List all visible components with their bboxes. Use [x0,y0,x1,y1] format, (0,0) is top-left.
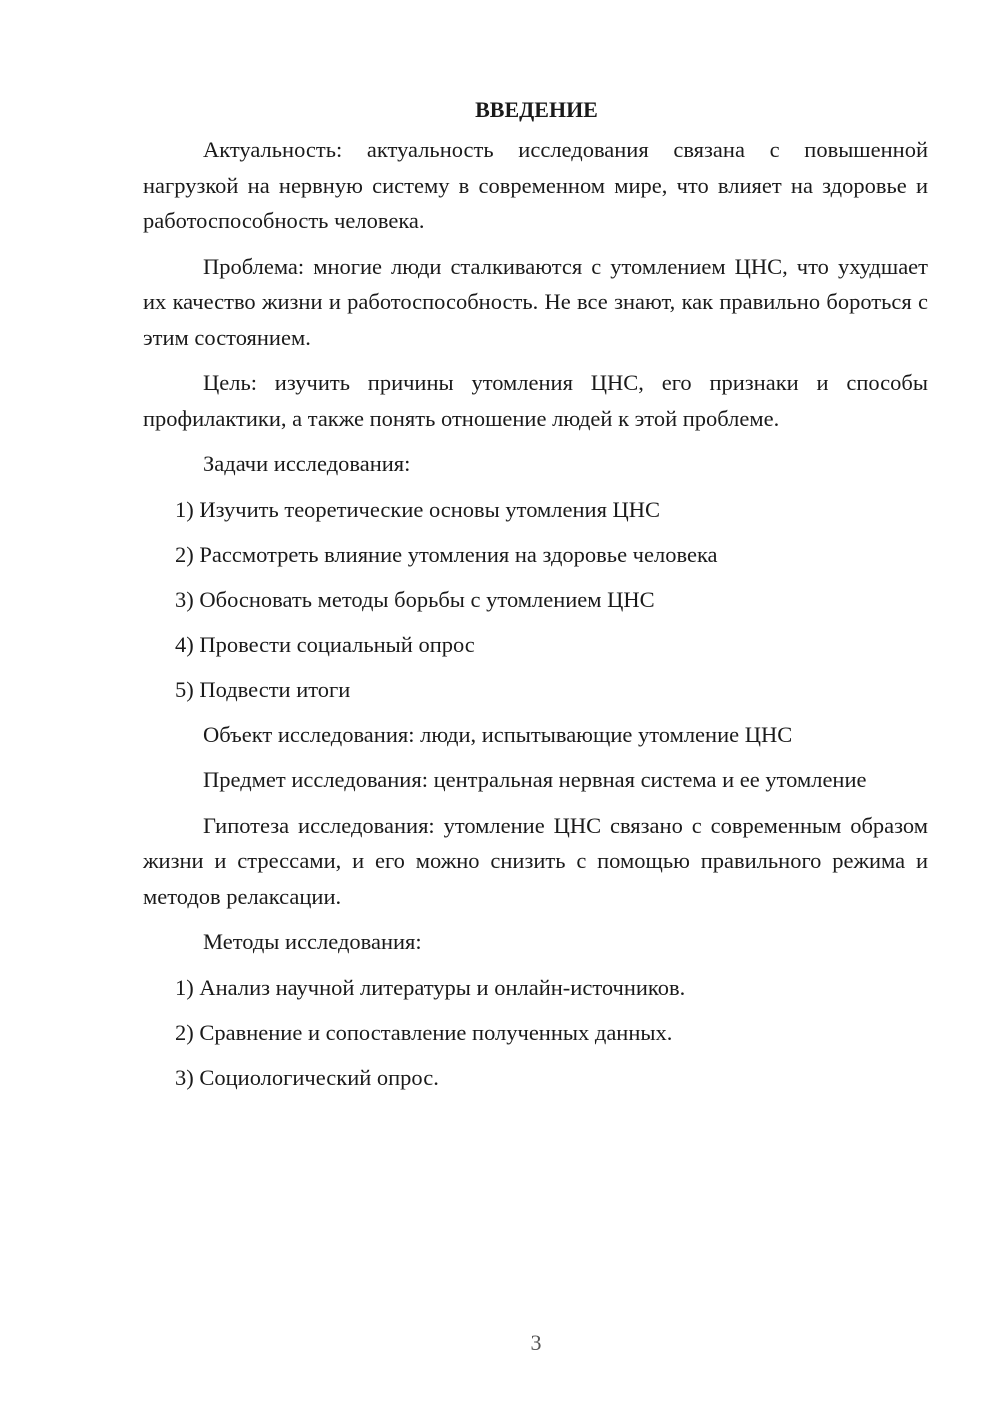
task-item: 2) Рассмотреть влияние утомления на здоровье человека [175,541,718,567]
problem-paragraph: Проблема: многие люди сталкиваются с утомлением ЦНС, что ухудшает их качество жизни и работоспособность. Не все знают, как правильно бороться с этим состоянием. [143,253,928,350]
method-item: 2) Сравнение и сопоставление полученных данных. [175,1019,673,1045]
task-item: 1) Изучить теоретические основы утомления ЦНС [175,496,661,522]
task-item: 5) Подвести итоги [175,676,351,702]
relevance-paragraph: Актуальность: актуальность исследования связана с повышенной нагрузкой на нервную систему в современном мире, что влияет на здоровье и работоспособность человека. [143,137,928,233]
task-item: 3) Обосновать методы борьбы с утомлением ЦНС [175,586,655,612]
page-number: 3 [530,1330,542,1355]
methods-heading: Методы исследования: [203,929,422,954]
object-paragraph: Объект исследования: люди, испытывающие утомление ЦНС [203,721,793,747]
document-page [143,92,928,1105]
tasks-heading: Задачи исследования: [203,451,411,476]
method-item: 3) Социологический опрос. [175,1064,439,1090]
subject-paragraph: Предмет исследования: центральная нервная система и ее утомление [203,767,867,792]
section-title: ВВЕДЕНИЕ [475,97,598,122]
task-item: 4) Провести социальный опрос [175,631,475,657]
method-item: 1) Анализ научной литературы и онлайн-источников. [175,974,686,1000]
hypothesis-paragraph: Гипотеза исследования: утомление ЦНС связано с современным образом жизни и стрессами, и его можно снизить с помощью правильного режима и методов релаксации. [143,812,928,909]
goal-paragraph: Цель: изучить причины утомления ЦНС, его признаки и способы профилактики, а также понять отношение людей к этой проблеме. [143,370,928,431]
